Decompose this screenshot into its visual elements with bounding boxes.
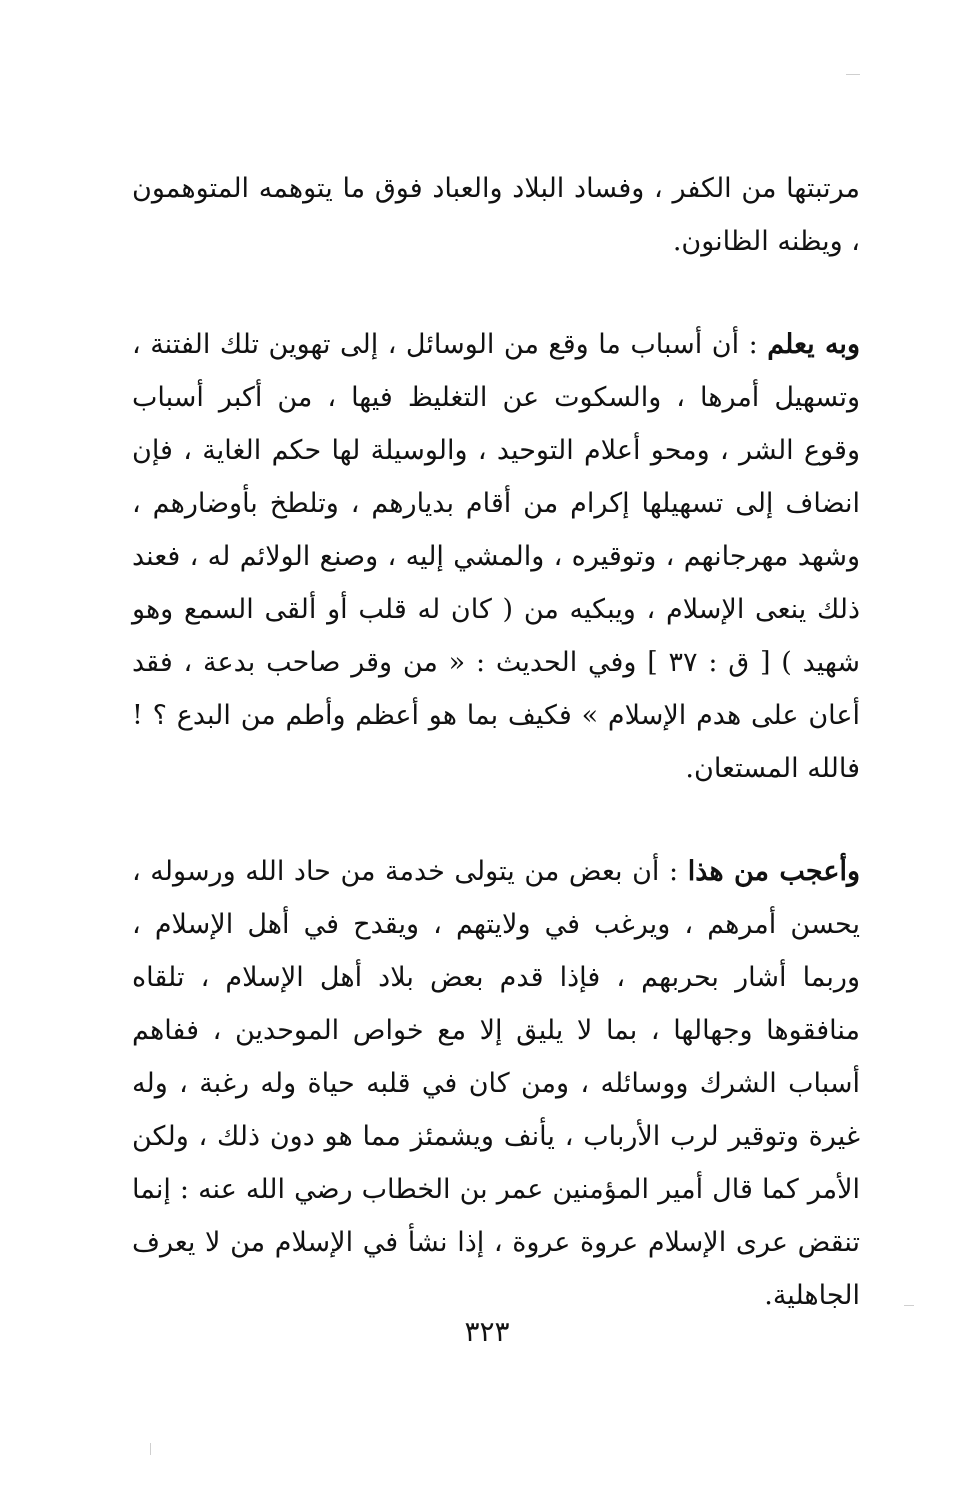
paragraph-text: : أن بعض من يتولى خدمة من حاد الله ورسوله ، يحسن أمرهم ، ويرغب في ولايتهم ، ويقدح في أهل الإسلام ، وربما أشار بحربهم ، فإذا قدم بعض بلاد أهل الإسلام ، تلقاه منافقوها وجهالها ، بما لا يليق إلا مع خواص الموحدين ، ففاهم أسباب الشرك ووسائله ، ومن كان في قلبه حياة وله رغبة ، وله غيرة وتوقير لرب الأرباب ، يأنف ويشمئز مما هو دون ذلك ، ولكن الأمر كما قال أمير المؤمنين عمر بن الخطاب رضي الله عنه : إنما تنقض عرى الإسلام عروة عروة ، إذا نشأ في الإسلام من لا يعرف الجاهلية. — [132, 856, 860, 1311]
paragraph-lead: وبه يعلم — [767, 329, 860, 360]
scan-mark — [846, 74, 860, 75]
paragraph-continuation — [132, 162, 860, 268]
paragraph-wa-ajab-min-hadha — [132, 845, 860, 1322]
paragraph-text: : أن أسباب ما وقع من الوسائل ، إلى تهوين تلك الفتنة ، وتسهيل أمرها ، والسكوت عن التغليظ فيها ، من أكبر أسباب وقوع الشر ، ومحو أعلام التوحيد ، والوسيلة لها حكم الغاية ، فإن انضاف إلى تسهيلها إكرام من أقام بديارهم ، وتلطخ بأوضارهم ، وشهد مهرجانهم ، وتوقيره ، والمشي إليه ، وصنع الولائم له ، فعند ذلك ينعى الإسلام ، ويبكيه من ( كان له قلب أو ألقى السمع وهو شهيد ) [ ق : ٣٧ ] وفي الحديث : « من وقر صاحب بدعة ، فقد أعان على هدم الإسلام » فكيف بما هو أعظم وأطم من البدع ؟ ! فالله المستعان. — [132, 329, 860, 784]
paragraph-wa-bihi-yuelam — [132, 318, 860, 795]
scan-mark — [150, 1443, 151, 1455]
paragraph-text: مرتبتها من الكفر ، وفساد البلاد والعباد فوق ما يتوهمه المتوهمون ، ويظنه الظانون. — [132, 173, 860, 257]
scan-mark — [904, 1305, 914, 1306]
body-text — [132, 162, 860, 1322]
paragraph-lead: وأعجب من هذا — [687, 856, 860, 887]
page-number: ٣٢٣ — [464, 1315, 510, 1348]
